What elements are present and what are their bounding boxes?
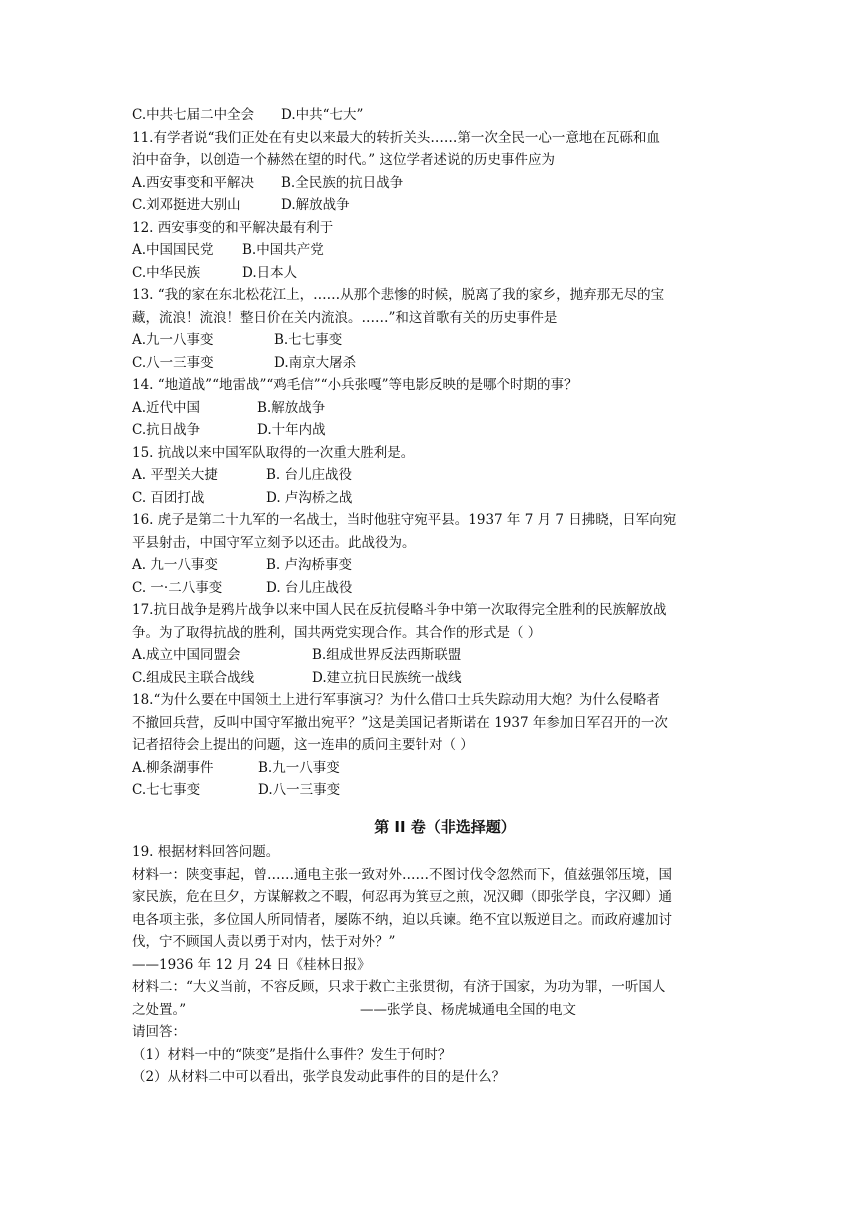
- q16-options-ab: [132, 554, 732, 577]
- q15-options-cd: [132, 487, 732, 510]
- q19-stem: 19. 根据材料回答问题。: [132, 844, 280, 860]
- q11-stem-line-2: 泊中奋争，以创造一个赫然在望的时代。” 这位学者述说的历史事件应为: [132, 152, 555, 168]
- q13-stem-line-2: 藏，流浪！流浪！整日价在关内流浪。……”和这首歌有关的历史事件是: [132, 309, 558, 326]
- q10-options-cd: [132, 104, 732, 127]
- q18-stem-line-1: 18.“为什么要在中国领土上进行军事演习？为什么借口士兵失踪动用大炮？为什么侵略者: [132, 692, 660, 708]
- q19-material-1-line-4: 伐，宁不顾国人责以勇于对内，怯于对外？”: [132, 934, 396, 950]
- q12-stem: 12. 西安事变的和平解决最有利于: [132, 219, 334, 236]
- q19-material-1-line-2: 家民族，危在旦夕，方谋解救之不暇，何忍再为箕豆之煎，况汉卿（即张学良，字汉卿）通: [132, 889, 672, 905]
- q16-stem-line-1: 16. 虎子是第二十九军的一名战士，当时他驻守宛平县。1937 年 7 月 7 日拂晓，日军向宛: [132, 512, 677, 528]
- question-14: [132, 374, 732, 442]
- q16-option-a: A. 九一八事变: [132, 557, 218, 573]
- q14-option-b: B.解放战争: [257, 399, 326, 416]
- q15-option-d: D. 卢沟桥之战: [266, 489, 353, 506]
- q16-options-cd: [132, 577, 732, 600]
- q19-material-2-line-2: [132, 999, 732, 1022]
- q12-option-c: C.中华民族: [132, 264, 201, 281]
- q18-stem-line-2: 不撤回兵营，反叫中国守军撤出宛平？”这是美国记者斯诺在 1937 年参加日军召开的一次: [132, 714, 668, 731]
- q14-option-a: A.近代中国: [132, 399, 201, 416]
- q17-option-b: B.组成世界反法西斯联盟: [312, 647, 462, 663]
- q13-option-b: B.七七事变: [274, 332, 343, 348]
- question-12: [132, 217, 732, 285]
- q13-option-d: D.南京大屠杀: [274, 354, 357, 371]
- q10-option-c: C.中共七届二中全会: [132, 107, 255, 123]
- q11-options-cd: [132, 194, 732, 217]
- q13-option-a: A.九一八事变: [132, 332, 214, 348]
- question-15: [132, 442, 732, 510]
- q12-option-b: B.中国共产党: [242, 242, 324, 258]
- q18-stem-line-3: 记者招待会上提出的问题，这一连串的质问主要针对（ ）: [132, 737, 474, 753]
- q17-option-c: C.组成民主联合战线: [132, 669, 255, 686]
- q15-option-b: B. 台儿庄战役: [266, 467, 353, 483]
- q11-stem-line-1: 11.有学者说“我们正处在有史以来最大的转折关头……第一次全民一心一意地在瓦砾和血: [132, 129, 660, 146]
- q17-options-cd: [132, 667, 732, 690]
- q17-options-ab: [132, 644, 732, 667]
- q19-subquestion-1: （1）材料一中的“陕变”是指什么事件？发生于何时？: [132, 1046, 452, 1063]
- q16-option-b: B. 卢沟桥事变: [266, 557, 353, 573]
- q14-option-d: D.十年内战: [257, 422, 326, 438]
- q15-options-ab: [132, 464, 732, 487]
- q15-option-a: A. 平型关大捷: [132, 467, 218, 483]
- q14-stem: 14. “地道战”“地雷战”“鸡毛信”“小兵张嘎”等电影反映的是哪个时期的事？: [132, 377, 578, 393]
- q13-options-ab: [132, 329, 732, 352]
- q14-options-ab: [132, 397, 732, 420]
- q12-option-a: A.中国国民党: [132, 242, 214, 258]
- q19-material-2-line-1: 材料二：“大义当前，不容反顾，只求于救亡主张贯彻，有济于国家，为功为罪，一听国人: [132, 979, 666, 995]
- q15-stem: 15. 抗战以来中国军队取得的一次重大胜利是。: [132, 444, 415, 461]
- exam-page: [132, 104, 732, 1089]
- q14-option-c: C.抗日战争: [132, 422, 201, 438]
- section-2-title: 第 II 卷（非选择题）: [374, 817, 516, 836]
- q18-option-c: C.七七事变: [132, 782, 201, 798]
- q19-material-1-line-3: 电各项主张，多位国人所同情者，屡陈不纳，迫以兵谏。绝不宜以叛逆目之。而政府遽加讨: [132, 911, 672, 928]
- q12-options-cd: [132, 262, 732, 285]
- q13-option-c: C.八一三事变: [132, 354, 214, 371]
- question-11: [132, 127, 732, 217]
- q11-option-c: C.刘邓挺进大别山: [132, 197, 241, 213]
- q15-option-c: C. 百团打战: [132, 489, 205, 506]
- q16-option-c: C. 一·二八事变: [132, 579, 223, 596]
- q18-option-b: B.九一八事变: [258, 759, 340, 776]
- question-18: [132, 689, 732, 802]
- q11-options-ab: [132, 172, 732, 195]
- q13-stem-line-1: 13. “我的家在东北松花江上，……从那个悲惨的时候，脱离了我的家乡，抛弃那无尽的宝: [132, 287, 665, 303]
- q12-option-d: D.日本人: [242, 264, 298, 281]
- question-17: [132, 599, 732, 689]
- q18-options-cd: [132, 779, 732, 802]
- q19-material-1-line-1: 材料一：陕变事起，曾……通电主张一致对外……不图讨伐令忽然而下，值兹强邻压境，国: [132, 866, 672, 883]
- q17-option-a: A.成立中国同盟会: [132, 647, 241, 663]
- q18-option-d: D.八一三事变: [258, 782, 341, 798]
- q14-options-cd: [132, 419, 732, 442]
- q13-options-cd: [132, 352, 732, 375]
- q19-material-2-text: 之处置。”: [132, 1001, 187, 1018]
- q12-options-ab: [132, 239, 732, 262]
- q18-options-ab: [132, 757, 732, 780]
- q18-option-a: A.柳条湖事件: [132, 759, 214, 776]
- q19-subquestion-2: （2）从材料二中可以看出，张学良发动此事件的目的是什么？: [132, 1069, 506, 1085]
- q17-stem-line-1: 17.抗日战争是鸦片战争以来中国人民在反抗侵略斗争中第一次取得完全胜利的民族解放战: [132, 602, 667, 618]
- q11-option-b: B.全民族的抗日战争: [281, 174, 404, 191]
- q16-option-d: D. 台儿庄战役: [266, 579, 353, 596]
- q19-ask: 请回答：: [132, 1024, 186, 1040]
- q16-stem-line-2: 平县射击，中国守军立刻予以还击。此战役为。: [132, 534, 416, 551]
- q10-option-d: D.中共“七大”: [281, 107, 364, 123]
- question-19: [132, 841, 732, 1089]
- q17-stem-line-2: 争。为了取得抗战的胜利，国共两党实现合作。其合作的形式是（ ）: [132, 624, 542, 641]
- q11-option-d: D.解放战争: [281, 197, 350, 213]
- q19-material-2-source: ——张学良、杨虎城通电全国的电文: [360, 1001, 576, 1018]
- question-13: [132, 284, 732, 374]
- q19-material-1-source: ——1936 年 12 月 24 日《桂林日报》: [132, 956, 371, 973]
- q17-option-d: D.建立抗日民族统一战线: [312, 669, 462, 686]
- question-16: [132, 509, 732, 599]
- q11-option-a: A.西安事变和平解决: [132, 174, 255, 191]
